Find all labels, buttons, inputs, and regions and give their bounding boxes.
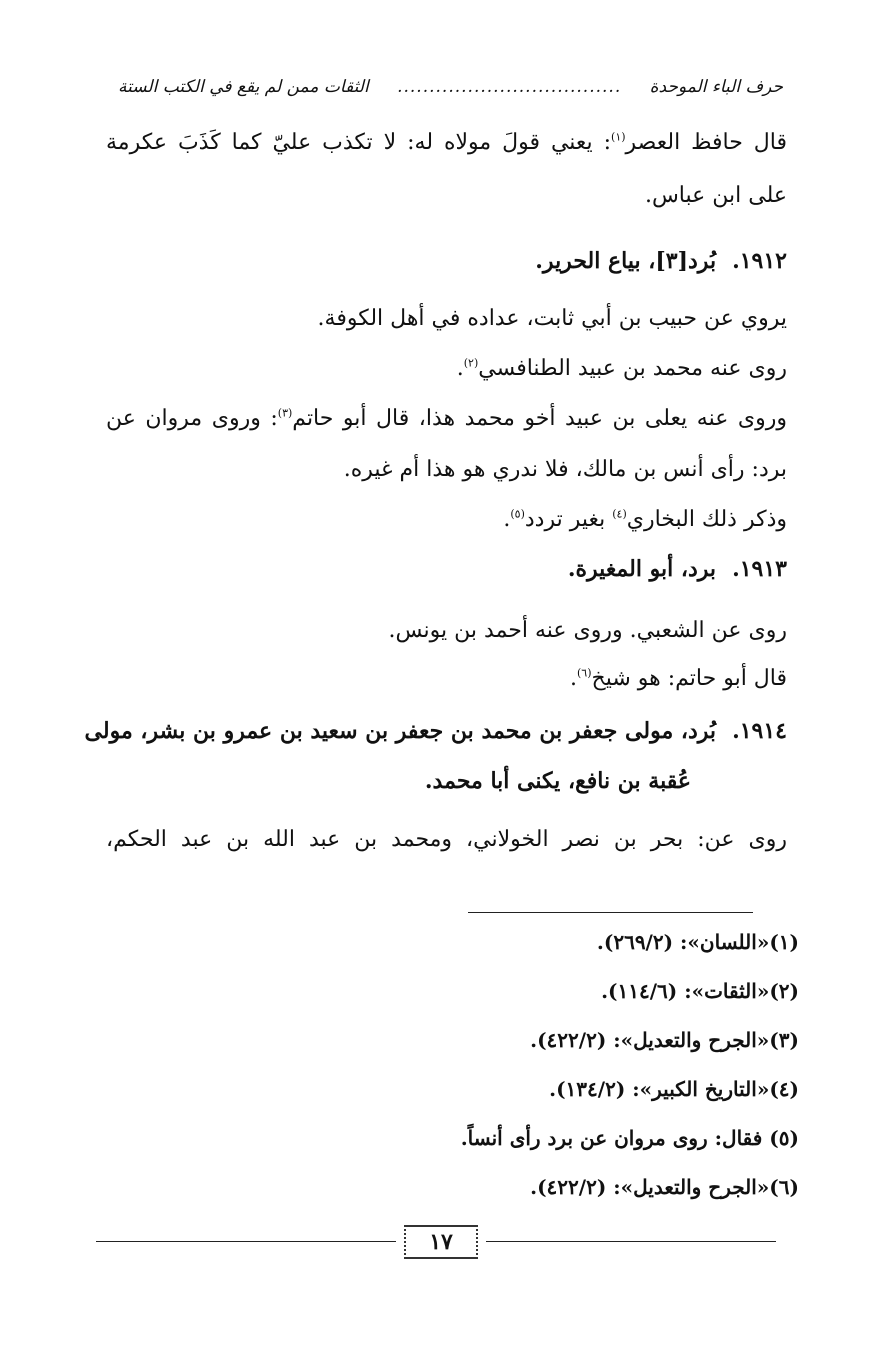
text-line-9: قال أبو حاتم: هو شيخ$^{(٦)}$. [569,666,787,691]
footnote-ref: (١) [611,130,626,144]
footnote-3: (٣)«الجرح والتعديل»: (٤٢٢/٢). [530,1028,799,1052]
header-chapter: حرف الباء الموحدة [649,77,783,97]
footnote-ref: (٤) [612,507,627,521]
running-header [118,72,783,102]
entry-1914 [84,718,787,744]
entry-number: ١٩١٤. [732,718,787,744]
text-line-5: وروى عنه يعلى بن عبيد أخو محمد هذا، قال أبو حاتم$^{(٣)}$: وروى مروان عن [106,406,787,431]
entry-1914-continuation: عُقبة بن نافع، يكنى أبا محمد. [424,768,691,794]
footnote-4: (٤)«التاريخ الكبير»: (١٣٤/٢). [549,1077,799,1101]
text-line-7: وذكر ذلك البخاري$^{(٤)}$ بغير تردد$^{(٥)}$. [503,507,787,532]
text-line-3: يروي عن حبيب بن أبي ثابت، عداده في أهل الكوفة. [317,306,787,331]
text-line-1: قال حافظ العصر$^{(١)}$: يعني قولَ مولاه له: لا تكذب عليّ كما كَذَبَ عكرمة [106,130,787,155]
entry-1912 [535,248,787,274]
footnote-ref: (٢) [463,356,479,370]
entry-1913 [568,556,787,582]
footnote-5: (٥) فقال: روى مروان عن برد رأى أنساً. [460,1126,799,1150]
text-line-10: روى عن: بحر بن نصر الخولاني، ومحمد بن عبد الله بن عبد الحكم، [106,827,787,852]
footnote-2: (٢)«الثقات»: (١١٤/٦). [601,979,799,1003]
text-line-4: روى عنه محمد بن عبيد الطنافسي$^{(٢)}$. [456,356,787,381]
page-number: ١٧ [398,1221,484,1263]
footnote-6: (٦)«الجرح والتعديل»: (٤٢٢/٢). [530,1175,799,1199]
entry-number: ١٩١٢. [732,248,787,274]
text-line-2: على ابن عباس. [644,183,787,208]
footer-rule-right [486,1241,776,1242]
footer-rule-left [96,1241,396,1242]
entry-title: بُرد[٣]، بياع الحرير. [535,248,717,274]
entry-number: ١٩١٣. [732,556,787,582]
footnote-ref: (٣) [277,406,293,420]
footnote-1: (١)«اللسان»: (٢٦٩/٢). [596,930,799,954]
header-dots: ................................... [397,77,622,97]
footnote-separator [468,912,753,913]
entry-title: برد، أبو المغيرة. [567,556,717,582]
footnote-ref: (٥) [510,507,525,521]
header-book-title: الثقات ممن لم يقع في الكتب الستة [118,77,369,97]
entry-title: بُرد، مولى جعفر بن محمد بن جعفر بن سعيد بن عمرو بن بشر، مولى [84,718,717,744]
footnote-ref: (٦) [576,666,592,680]
text-line-6: برد: رأى أنس بن مالك، فلا ندري هو هذا أم غيره. [343,457,787,482]
text-line-8: روى عن الشعبي. وروى عنه أحمد بن يونس. [388,618,787,643]
